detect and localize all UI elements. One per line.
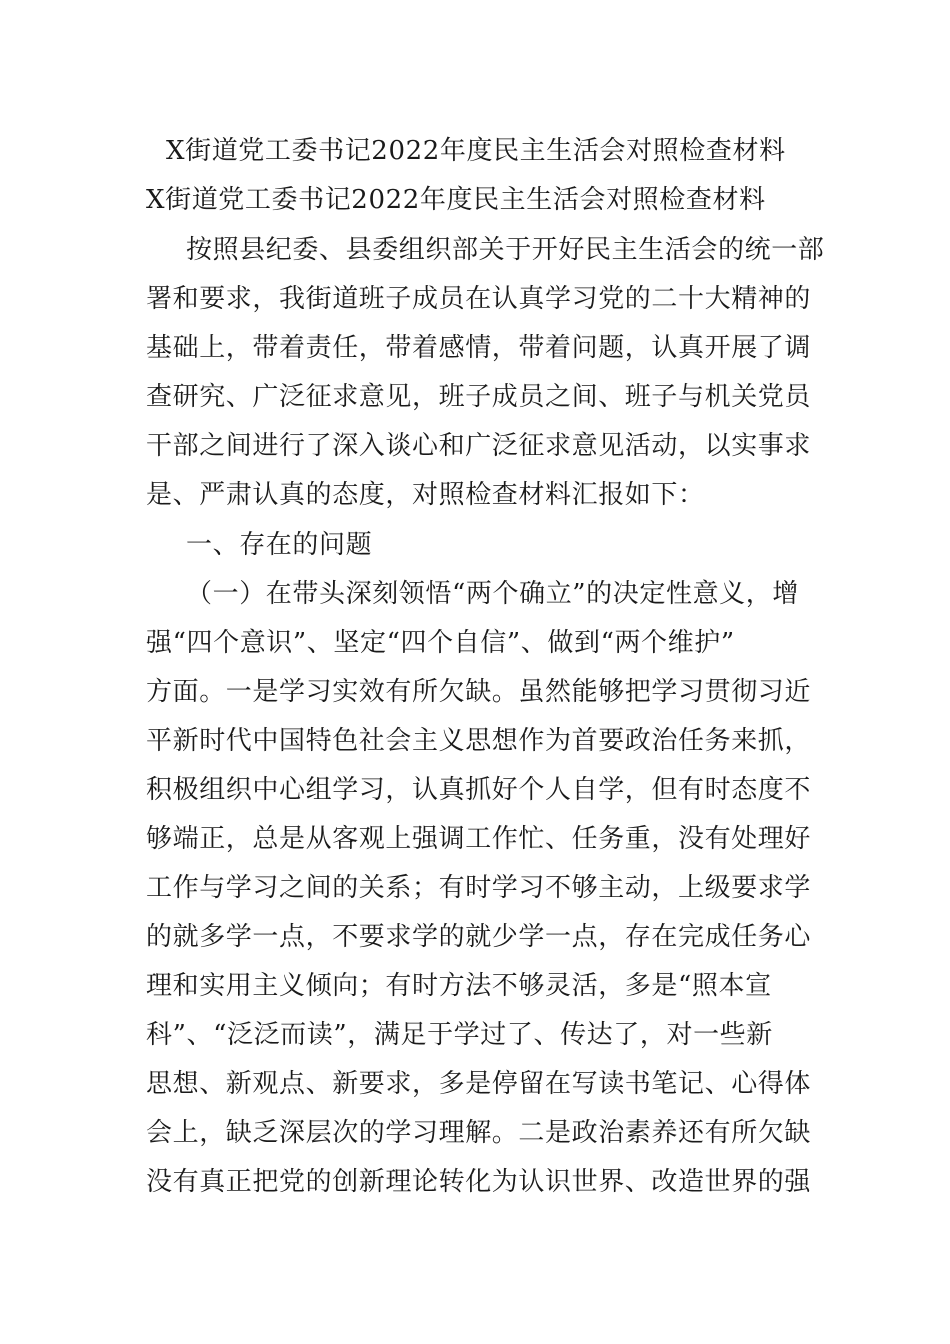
paragraph-line: 积极组织中心组学习，认真抓好个人自学，但有时态度不 xyxy=(146,775,812,805)
paragraph-line: 平新时代中国特色社会主义思想作为首要政治任务来抓， xyxy=(146,726,812,756)
document-subtitle: X街道党工委书记2022年度民主生活会对照检查材料 xyxy=(146,185,766,215)
paragraph-line: 没有真正把党的创新理论转化为认识世界、改造世界的强 xyxy=(146,1167,812,1197)
paragraph-line: 查研究、广泛征求意见，班子成员之间、班子与机关党员 xyxy=(146,382,812,412)
paragraph-line: 会上，缺乏深层次的学习理解。二是政治素养还有所欠缺 xyxy=(146,1118,812,1148)
paragraph-line: 工作与学习之间的关系；有时学习不够主动，上级要求学 xyxy=(146,873,812,903)
paragraph-line: 的就多学一点，不要求学的就少学一点，存在完成任务心 xyxy=(146,922,812,952)
paragraph-line: 按照县纪委、县委组织部关于开好民主生活会的统一部 xyxy=(186,235,825,265)
paragraph-line: 够端正，总是从客观上强调工作忙、任务重，没有处理好 xyxy=(146,824,812,854)
paragraph-line: （一）在带头深刻领悟“两个确立”的决定性意义，增 xyxy=(186,579,799,609)
paragraph-line: 方面。一是学习实效有所欠缺。虽然能够把学习贯彻习近 xyxy=(146,677,812,707)
paragraph-line: 是、严肃认真的态度，对照检查材料汇报如下： xyxy=(146,480,705,510)
paragraph-line: 理和实用主义倾向；有时方法不够灵活，多是“照本宣 xyxy=(146,971,772,1001)
paragraph-line: 基础上，带着责任，带着感情，带着问题，认真开展了调 xyxy=(146,333,812,363)
section-heading: 一、存在的问题 xyxy=(186,530,373,560)
paragraph-line: 干部之间进行了深入谈心和广泛征求意见活动，以实事求 xyxy=(146,431,812,461)
paragraph-line: 科”、“泛泛而读”，满足于学过了、传达了，对一些新 xyxy=(146,1020,773,1050)
document-title: X街道党工委书记2022年度民主生活会对照检查材料 xyxy=(166,136,786,166)
paragraph-line: 署和要求，我街道班子成员在认真学习党的二十大精神的 xyxy=(146,284,812,314)
paragraph-line: 强“四个意识”、坚定“四个自信”、做到“两个维护” xyxy=(146,628,735,658)
paragraph-line: 思想、新观点、新要求，多是停留在写读书笔记、心得体 xyxy=(146,1069,812,1099)
